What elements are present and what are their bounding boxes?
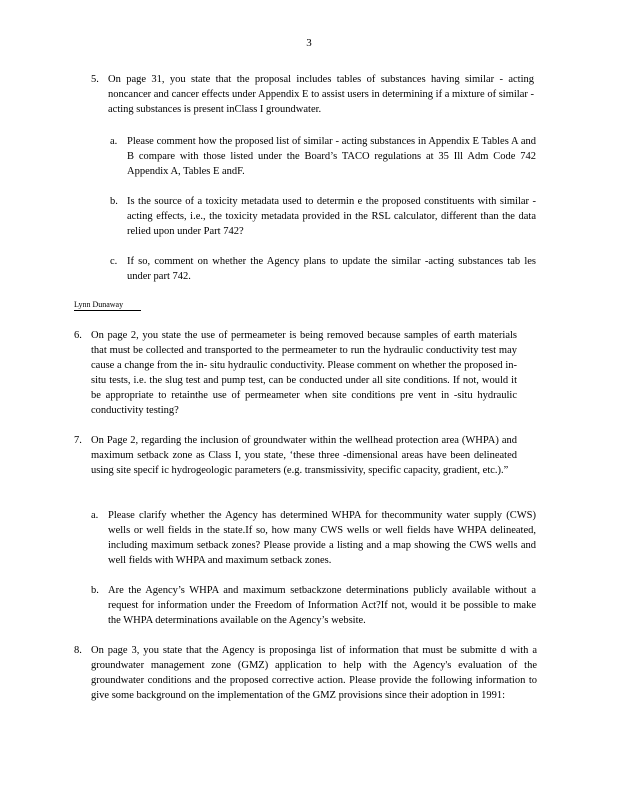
page-number: 3	[306, 37, 312, 49]
question-5b-text: Is the source of a toxicity metadata used to determin e the proposed constituents with similar -acting effects, i.e., the toxicity metadata provided in the RSL calculator, different than the data relied upon under Part 742?	[127, 196, 536, 237]
question-5a-text: Please comment how the proposed list of similar - acting substances in Appendix E Tables A and B compare with those listed under the Board’s TACO regulations at 35 Ill Adm Code 742 Appendix A, Tables E andF.	[127, 136, 536, 177]
speaker-heading: Lynn Dunaway	[74, 300, 141, 311]
question-7a-text: Please clarify whether the Agency has determined WHPA for thecommunity water supply (CWS) wells or well fields in the state.If so, how many CWS wells or well fields have WHPA delineated, including maximum setback zones? Please provide a listing and a map showing the CWS wells and well fields with WHPA and maximum setback zones.	[108, 510, 536, 566]
question-5b-letter: b.	[110, 196, 118, 207]
question-5a-letter: a.	[110, 136, 118, 147]
question-6-text: On page 2, you state the use of permeameter is being removed because samples of earth materials that must be collected and transported to the permeameter to run the hydraulic conductivity test may cause a change from the in- situ hydraulic conductivity. Please comment on whether the proposed in-situ tests, i.e. the slug test and pump test, can be conducted under all site conditions. If not, would it be appropriate to retainthe use of permeameter when site conditions pre vent in -situ hydraulic conductivity testing?	[91, 330, 517, 416]
question-6-number: 6.	[74, 330, 82, 341]
question-8-text: On page 3, you state that the Agency is proposinga list of information that must be submitte d with a groundwater management zone (GMZ) application to help with the Agency's evaluation of the groundwater conditions and the proposed corrective action. Please provide the following information to give some background on the implementation of the GMZ provisions since their adoption in 1991:	[91, 645, 537, 701]
question-7-text: On Page 2, regarding the inclusion of groundwater within the wellhead protection area (WHPA) and maximum setback zone as Class I, you state, ‘these three -dimensional areas have been delineated using site specif ic hydrogeologic parameters (e.g. transmissivity, specific capacity, gradient, etc.).”	[91, 435, 517, 476]
question-7a-letter: a.	[91, 510, 99, 521]
question-7b-text: Are the Agency’s WHPA and maximum setbackzone determinations publicly available without a request for information under the Freedom of Information Act?If not, would it be possible to make the WHPA determinations available on the Agency’s website.	[108, 585, 536, 626]
question-7-number: 7.	[74, 435, 82, 446]
question-5c-text: If so, comment on whether the Agency plans to update the similar -acting substances tab les under part 742.	[127, 256, 536, 282]
question-5-number: 5.	[91, 74, 99, 85]
question-5-text: On page 31, you state that the proposal includes tables of substances having similar - acting noncancer and cancer effects under Appendix E to assist users in determining if a mixture of similar -acting substances is present inClass I groundwater.	[108, 74, 534, 115]
question-7b-letter: b.	[91, 585, 99, 596]
question-5c-letter: c.	[110, 256, 118, 267]
question-8-number: 8.	[74, 645, 82, 656]
